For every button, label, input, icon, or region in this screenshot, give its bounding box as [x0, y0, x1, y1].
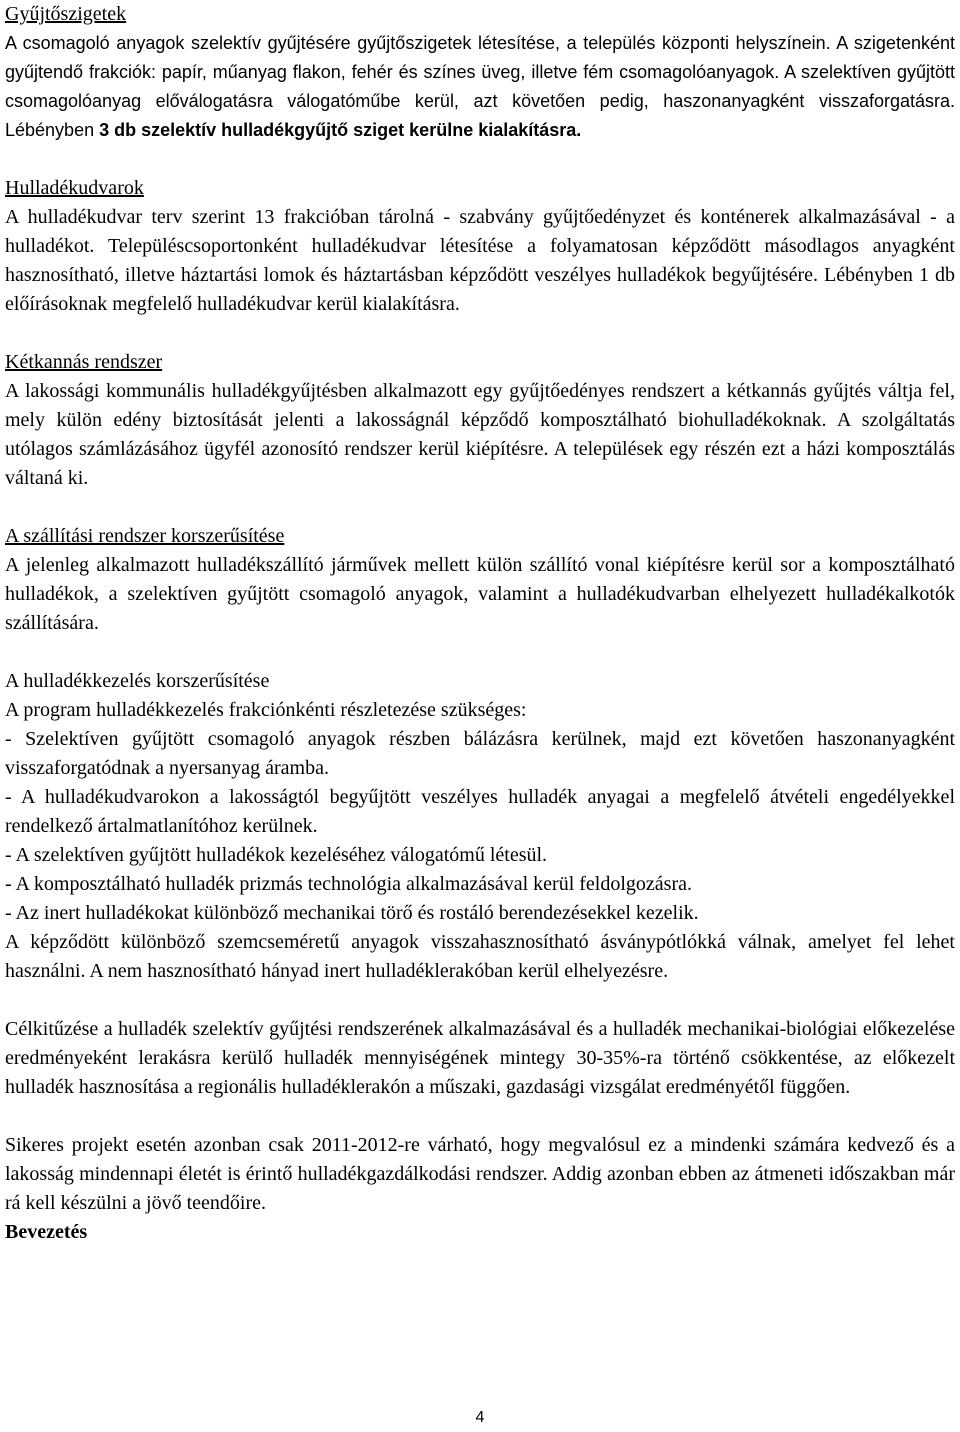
section-paragraph: [5, 29, 955, 145]
section-heading: A szállítási rendszer korszerűsítése: [5, 525, 285, 547]
section-paragraph: A képződött különböző szemcseméretű anyagok visszahasznosítható ásványpótlókká válnak, amelyet fel lehet használni. A nem hasznosítható hányad inert hulladéklerakóban kerül elhelyezésre.: [5, 931, 955, 982]
section-szallitasi-rendszer: [5, 522, 955, 638]
section-heading: Kétkannás rendszer: [5, 351, 163, 373]
list-item: - Szelektíven gyűjtött csomagoló anyagok részben bálázásra kerülnek, majd ezt követően haszonanyagként visszaforgatódnak a nyersanyag áramba.: [5, 728, 955, 779]
section-paragraph: Célkitűzése a hulladék szelektív gyűjtési rendszerének alkalmazásával és a hulladék mechanikai-biológiai előkezelése eredményeként lerakásra kerülő hulladék mennyiségének mintegy 30-35%-ra történő csökkentése, az előkezelt hulladék hasznosítása a regionális hulladéklerakón a műszaki, gazdasági vizsgálat eredményétől függően.: [5, 1018, 955, 1098]
section-heading: Gyűjtőszigetek: [5, 3, 127, 25]
section-sikeres-projekt: [5, 1131, 955, 1247]
paragraph-bold-text: 3 db szelektív hulladékgyűjtő sziget kerülne kialakításra.: [99, 120, 582, 140]
page-number: 4: [475, 1409, 485, 1426]
list-item: - A hulladékudvarokon a lakosságtól begyűjtött veszélyes hulladék anyagai a megfelelő átvételi engedélyekkel rendelkező ártalmatlanítóhoz kerülnek.: [5, 786, 955, 837]
section-paragraph: A jelenleg alkalmazott hulladékszállító járművek mellett külön szállító vonal kiépítésre kerül sor a komposztálható hulladékok, a szelektíven gyűjtött csomagoló anyagok, valamint a hulladékudvarban elhelyezett hulladékalkotók szállítására.: [5, 554, 955, 634]
paragraph-text: A csomagoló anyagok szelektív gyűjtésére gyűjtőszigetek létesítése, a település központi helyszínein. A szigetenként gyűjtendő frakciók: papír, műanyag flakon, fehér és színes üveg, illetve fém csomagolóanyagok. A szelektíven gyűjtött csomagolóanyag előválogatásra válogatóműbe kerül, azt követően pedig, haszonanyagként visszaforgatásra. Lébényben: [5, 33, 955, 140]
section-ketkannas-rendszer: [5, 348, 955, 493]
list-item: - A szelektíven gyűjtött hulladékok kezeléséhez válogatómű létesül.: [5, 844, 548, 866]
section-celkituzes: [5, 1015, 955, 1102]
section-heading: Bevezetés: [5, 1221, 88, 1243]
section-hulladekudvarok: [5, 174, 955, 319]
section-heading: Hulladékudvarok: [5, 177, 144, 199]
list-item: - A komposztálható hulladék prizmás technológia alkalmazásával kerül feldolgozásra.: [5, 873, 692, 895]
list-item: - Az inert hulladékokat különböző mechanikai törő és rostáló berendezésekkel kezelik.: [5, 902, 699, 924]
section-paragraph: Sikeres projekt esetén azonban csak 2011-2012-re várható, hogy megvalósul ez a mindenki számára kedvező és a lakosság mindennapi életét is érintő hulladékgazdálkodási rendszer. Addig azonban ebben az átmeneti időszakban már rá kell készülni a jövő teendőire.: [5, 1134, 955, 1214]
section-gyujtoszigetek: [5, 0, 955, 145]
section-paragraph: A lakossági kommunális hulladékgyűjtésben alkalmazott egy gyűjtőedényes rendszert a kétkannás gyűjtés váltja fel, mely külön edény biztosítását jelenti a lakosságnál képződő komposztálható biohulladékoknak. A szolgáltatás utólagos számlázásához ügyfél azonosító rendszer kerül kiépítésre. A települések egy részén ezt a házi komposztálás váltaná ki.: [5, 380, 955, 489]
document-page: [5, 0, 955, 1247]
section-hulladekkezeles: [5, 667, 955, 986]
section-heading: A hulladékkezelés korszerűsítése: [5, 670, 270, 692]
section-paragraph: A hulladékudvar terv szerint 13 frakcióban tárolná - szabvány gyűjtőedényzet és konténerek alkalmazásával - a hulladékot. Településcsoportonként hulladékudvar létesítése a folyamatosan képződött másodlagos anyagként hasznosítható, illetve háztartási lomok és háztartásban képződött veszélyes hulladékok begyűjtésére. Lébényben 1 db előírásoknak megfelelő hulladékudvar kerül kialakításra.: [5, 206, 955, 315]
section-intro: A program hulladékkezelés frakciónkénti részletezése szükséges:: [5, 699, 527, 721]
